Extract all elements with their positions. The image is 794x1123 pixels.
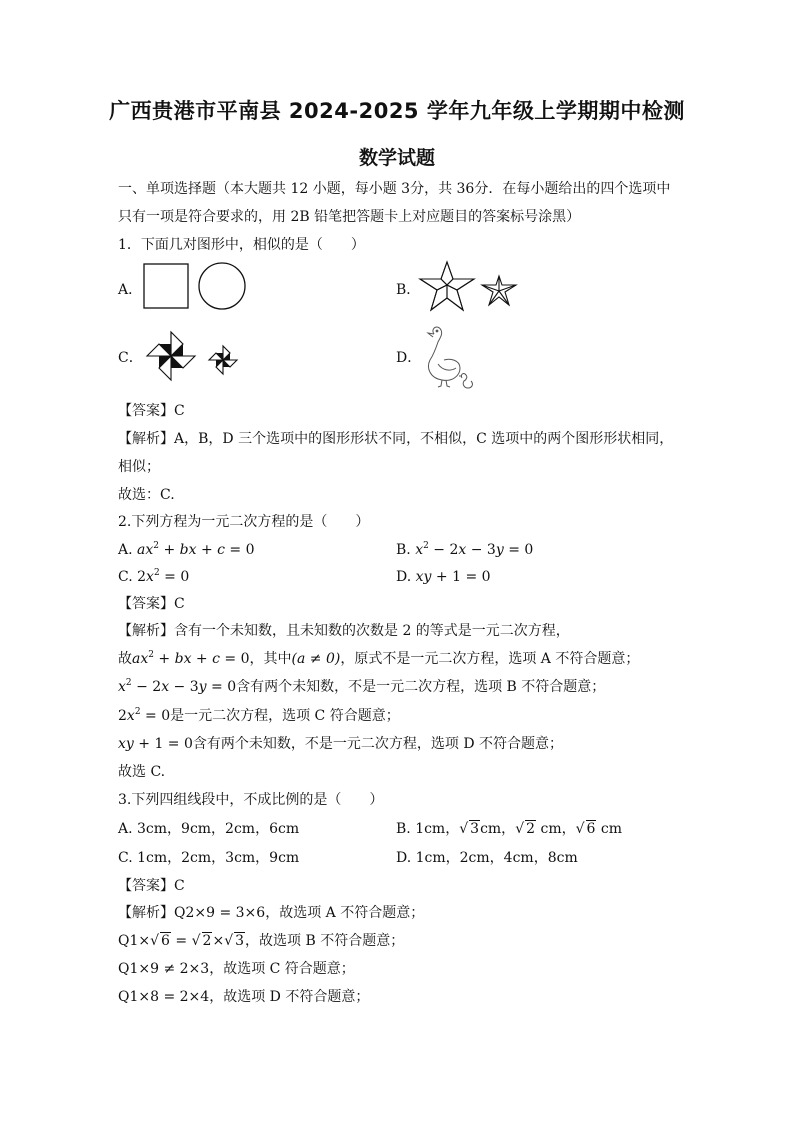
q2-analysis-line2: 故$ax^2$ + bx + c = 0，其中(a ≠ 0)，原式不是一元二次方程，选项 A 不符合题意； (118, 650, 640, 667)
q2-option-b-label: B. (396, 542, 411, 558)
q3-analysis-line1: 【解析】Q2×9 = 3×6，故选项 A 不符合题意； (118, 905, 425, 921)
q3-analysis-line3: Q1×9 ≠ 2×3，故选项 C 符合题意； (118, 961, 355, 977)
q2-option-d (396, 568, 491, 586)
sqrt6-b: 6 (161, 933, 170, 949)
q3-analysis-line2: Q1×√ 6 = √ 2×√ 3，故选项 B 不符合题意； (118, 933, 405, 949)
q3-option-b-unit1: cm， (480, 821, 516, 837)
section-instructions-line2: 只有一项是符合要求的，用 2B 铅笔把答题卡上对应题目的答案标号涂黑） (118, 209, 581, 225)
q1-option-c-label: C． (118, 350, 143, 366)
q2-stem: 2.下列方程为一元二次方程的是（ ） (118, 514, 370, 530)
q2-analysis-line3: $x^2 - 2x - 3y = 0$含有两个未知数，不是一元二次方程，选项 B 不符合题意； (118, 678, 606, 695)
q3-analysis-l2-times: × (212, 933, 225, 949)
q2-analysis-c: 是一元二次方程，选项 C 符合题意； (170, 708, 400, 724)
q2-option-a-expr: $ax^2$ + bx + c = 0 (137, 541, 255, 558)
sqrt3-b: 3 (235, 933, 245, 949)
q1-conclusion: 故选：C. (118, 487, 175, 503)
q3-stem: 3.下列四组线段中，不成比例的是（ ） (118, 792, 384, 808)
document-title: 广西贵港市平南县 2024-2025 学年九年级上学期期中检测 (109, 99, 685, 123)
q2-conclusion: 故选 C. (118, 764, 166, 780)
two-pinwheels-figure (140, 328, 246, 384)
q2-option-a-label: A. (118, 542, 133, 558)
q1-analysis-line2: 相似； (118, 459, 160, 475)
q1-answer: 【答案】C (118, 403, 185, 419)
q2-analysis-suffix: ，原式不是一元二次方程，选项 A 不符合题意； (340, 651, 640, 667)
q1-option-b-label: B． (396, 282, 421, 298)
q2-option-c (118, 568, 189, 586)
duck-and-duckling-figure (420, 324, 480, 392)
q3-option-a: A. 3cm，9cm，2cm，6cm (118, 821, 300, 837)
sqrt2: 2 (526, 821, 536, 837)
q2-option-b (396, 541, 533, 559)
q2-analysis-line1: 【解析】含有一个未知数，且未知数的次数是 2 的等式是一元二次方程， (118, 623, 570, 639)
q2-analysis-condition: (a ≠ 0) (291, 651, 341, 667)
q3-option-d: D. 1cm，2cm，4cm，8cm (396, 850, 578, 866)
q3-analysis-l2-prefix: Q1× (118, 933, 151, 949)
document-subtitle: 数学试题 (358, 147, 435, 169)
q2-analysis-mid: ，其中 (249, 651, 292, 667)
q2-analysis-b: 含有两个未知数，不是一元二次方程，选项 B 不符合题意； (236, 679, 606, 695)
sqrt6: 6 (586, 821, 596, 837)
q2-analysis-line5: xy + 1 = 0含有两个未知数，不是一元二次方程，选项 D 不符合题意； (118, 736, 564, 752)
q3-analysis-l2-eq: = (170, 933, 192, 949)
q3-option-b: B. 1cm，√ 3cm，√ 2 cm，√ 6 cm (396, 821, 623, 837)
section-instructions-line1: 一、单项选择题（本大题共 12 小题，每小题 3分，共 36分．在每小题给出的四个选项中 (118, 181, 671, 197)
q2-option-c-expr: $2x^2 = 0$ (137, 568, 190, 585)
q3-option-b-unit2: cm， (536, 821, 576, 837)
q2-option-b-expr: $x^2 - 2x - 3y = 0$ (415, 541, 534, 558)
q2-analysis-prefix: 故 (118, 651, 132, 667)
q1-option-a-label: A． (118, 282, 143, 298)
q1-option-d-label: D． (396, 350, 422, 366)
q2-option-a (118, 541, 255, 559)
q2-option-c-label: C. (118, 569, 133, 585)
sqrt2-b: 2 (202, 933, 212, 949)
q3-option-b-unit3: cm (596, 821, 623, 837)
q1-analysis-line1: 【解析】A，B，D 三个选项中的图形形状不同，不相似，C 选项中的两个图形形状相同， (118, 431, 674, 447)
sqrt3: 3 (470, 821, 480, 837)
q3-analysis-l2-suffix: ，故选项 B 不符合题意； (245, 933, 405, 949)
q3-answer: 【答案】C (118, 878, 185, 894)
q3-option-c: C. 1cm，2cm，3cm，9cm (118, 850, 300, 866)
q1-stem: 1．下面几对图形中，相似的是（ ） (118, 237, 365, 253)
q3-analysis-line4: Q1×8 = 2×4，故选项 D 不符合题意； (118, 989, 370, 1005)
q3-option-b-prefix: B. 1cm， (396, 821, 460, 837)
two-stars-figure (418, 259, 522, 317)
q2-option-d-expr: xy + 1 = 0 (415, 569, 491, 585)
q2-option-d-label: D. (396, 569, 412, 585)
q2-analysis-line4: $2x^2 = 0$是一元二次方程，选项 C 符合题意； (118, 707, 400, 724)
q2-analysis-d: 含有两个未知数，不是一元二次方程，选项 D 不符合题意； (192, 736, 564, 752)
square-and-circle-figure (140, 262, 252, 312)
q2-answer: 【答案】C (118, 596, 185, 612)
